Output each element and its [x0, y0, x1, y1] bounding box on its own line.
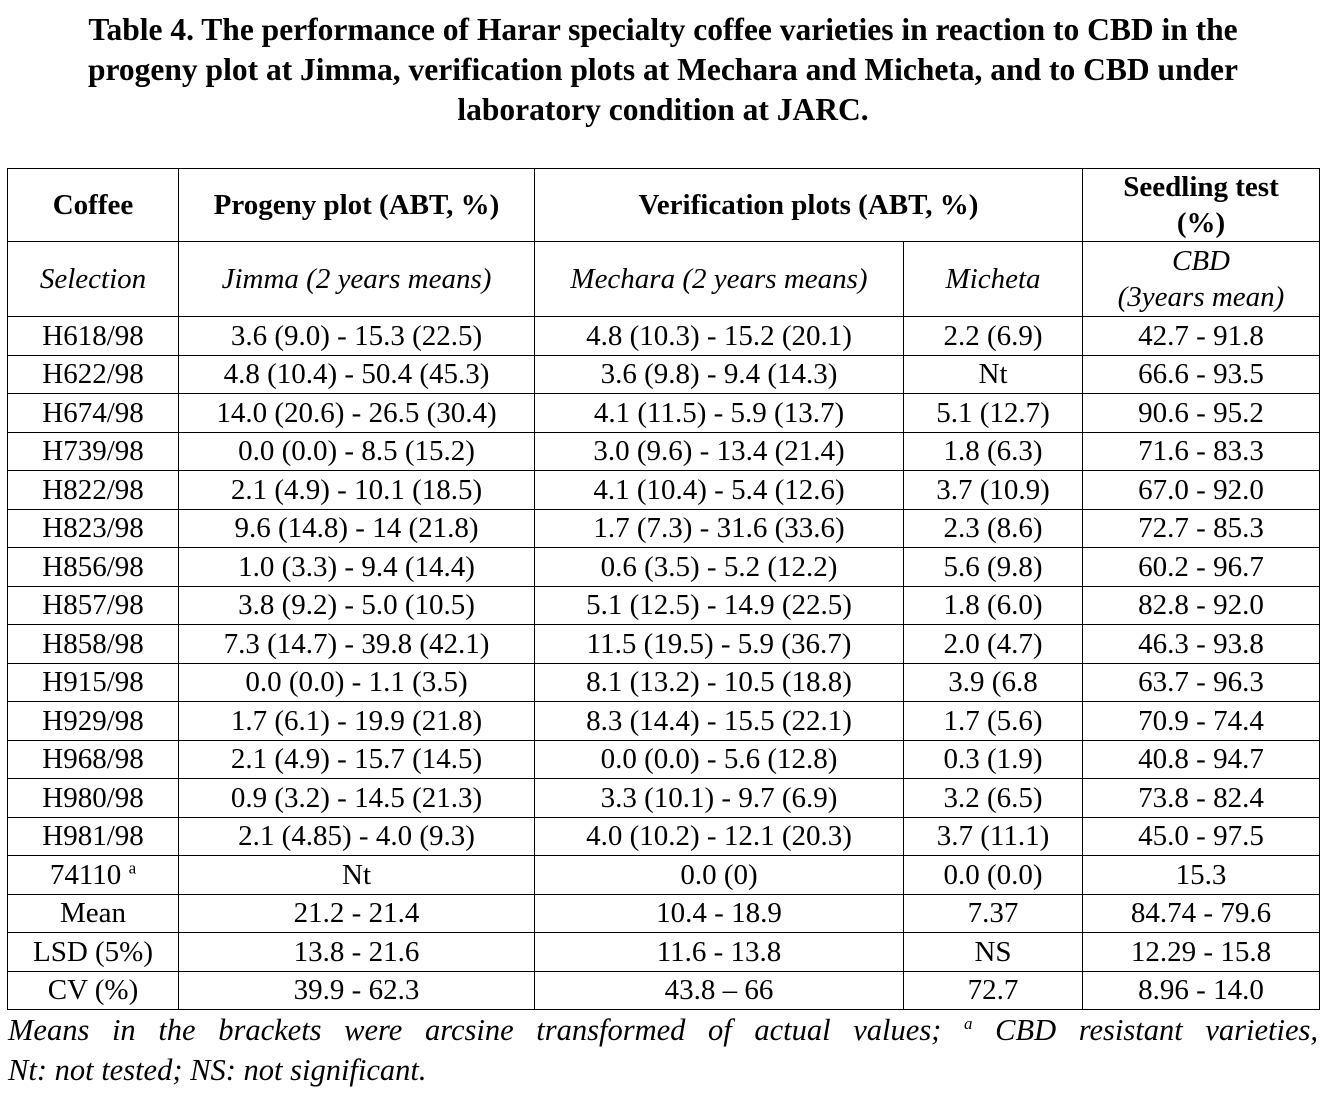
table-row — [8, 894, 1320, 933]
subheader-mechara: Mechara (2 years means) — [535, 242, 904, 317]
cell-mechara: 11.5 (19.5) - 5.9 (36.7) — [535, 625, 904, 664]
cell-cbd: 70.9 - 74.4 — [1083, 702, 1320, 741]
cell-selection — [8, 663, 179, 702]
cell-mechara: 5.1 (12.5) - 14.9 (22.5) — [535, 586, 904, 625]
cell-mechara: 43.8 – 66 — [535, 971, 904, 1010]
cell-micheta: 0.3 (1.9) — [904, 740, 1083, 779]
subheader-cbd-line1: CBD — [1172, 245, 1230, 277]
selection-label: H929/98 — [42, 704, 144, 737]
cell-cbd: 42.7 - 91.8 — [1083, 317, 1320, 356]
header-row-main — [8, 169, 1320, 242]
selection-superscript: a — [128, 858, 137, 878]
cell-jimma: 0.0 (0.0) - 1.1 (3.5) — [179, 663, 535, 702]
cell-selection — [8, 817, 179, 856]
cell-mechara: 0.0 (0.0) - 5.6 (12.8) — [535, 740, 904, 779]
cell-micheta: 7.37 — [904, 894, 1083, 933]
cell-selection — [8, 625, 179, 664]
cell-cbd: 12.29 - 15.8 — [1083, 933, 1320, 972]
cell-micheta: 3.2 (6.5) — [904, 779, 1083, 818]
selection-label: H968/98 — [42, 743, 144, 776]
selection-label: H823/98 — [42, 512, 144, 545]
cell-jimma: 2.1 (4.9) - 10.1 (18.5) — [179, 471, 535, 510]
cell-selection — [8, 471, 179, 510]
header-seedling-test-line2: (%) — [1176, 207, 1226, 239]
cell-selection — [8, 432, 179, 471]
cell-micheta: 0.0 (0.0) — [904, 856, 1083, 895]
footnote-line-2: Nt: not tested; NS: not significant. — [8, 1053, 427, 1087]
table-row — [8, 817, 1320, 856]
table-row — [8, 779, 1320, 818]
footnote-text-1: Means in the brackets were arcsine transformed of actual values; — [8, 1013, 964, 1047]
table-row — [8, 856, 1320, 895]
cell-mechara: 4.1 (10.4) - 5.4 (12.6) — [535, 471, 904, 510]
cell-selection — [8, 586, 179, 625]
cell-cbd: 63.7 - 96.3 — [1083, 663, 1320, 702]
footnote-line-1 — [8, 1010, 1318, 1050]
cell-micheta: NS — [904, 933, 1083, 972]
caption-line-1: Table 4. The performance of Harar specialty coffee varieties in reaction to CBD in the — [88, 12, 1238, 47]
cell-selection — [8, 394, 179, 433]
selection-label: H915/98 — [42, 666, 144, 699]
cell-cbd: 84.74 - 79.6 — [1083, 894, 1320, 933]
table-row — [8, 933, 1320, 972]
cell-jimma: 2.1 (4.9) - 15.7 (14.5) — [179, 740, 535, 779]
selection-label: H622/98 — [42, 358, 144, 391]
footnote-superscript: a — [963, 1013, 973, 1033]
cell-cbd: 66.6 - 93.5 — [1083, 355, 1320, 394]
cell-selection — [8, 933, 179, 972]
selection-label: H980/98 — [42, 781, 144, 814]
cell-micheta: 5.6 (9.8) — [904, 548, 1083, 587]
table-row — [8, 317, 1320, 356]
cell-micheta: 72.7 — [904, 971, 1083, 1010]
cell-mechara: 8.1 (13.2) - 10.5 (18.8) — [535, 663, 904, 702]
selection-label: H618/98 — [42, 319, 144, 352]
table-row — [8, 471, 1320, 510]
cell-mechara: 1.7 (7.3) - 31.6 (33.6) — [535, 509, 904, 548]
header-coffee: Coffee — [8, 169, 179, 242]
cell-mechara: 3.6 (9.8) - 9.4 (14.3) — [535, 355, 904, 394]
cell-mechara: 10.4 - 18.9 — [535, 894, 904, 933]
table-row — [8, 355, 1320, 394]
cell-mechara: 4.1 (11.5) - 5.9 (13.7) — [535, 394, 904, 433]
cell-jimma: 4.8 (10.4) - 50.4 (45.3) — [179, 355, 535, 394]
cell-cbd: 82.8 - 92.0 — [1083, 586, 1320, 625]
cell-micheta: 5.1 (12.7) — [904, 394, 1083, 433]
cell-micheta: 2.0 (4.7) — [904, 625, 1083, 664]
selection-label: 74110 — [49, 858, 129, 891]
cell-jimma: 13.8 - 21.6 — [179, 933, 535, 972]
cell-mechara: 0.0 (0) — [535, 856, 904, 895]
table-footnote — [8, 1010, 1318, 1090]
cell-mechara: 4.8 (10.3) - 15.2 (20.1) — [535, 317, 904, 356]
cell-micheta: 2.2 (6.9) — [904, 317, 1083, 356]
cell-selection — [8, 702, 179, 741]
cell-selection — [8, 355, 179, 394]
table-row — [8, 586, 1320, 625]
footnote-text-2: CBD resistant varieties, — [972, 1013, 1318, 1047]
cell-micheta: 3.9 (6.8 — [904, 663, 1083, 702]
cell-jimma: 1.0 (3.3) - 9.4 (14.4) — [179, 548, 535, 587]
cell-micheta: 3.7 (11.1) — [904, 817, 1083, 856]
caption-line-3: laboratory condition at JARC. — [457, 92, 869, 127]
cell-micheta: 2.3 (8.6) — [904, 509, 1083, 548]
selection-label: H981/98 — [42, 820, 144, 853]
header-row-sub — [8, 242, 1320, 317]
cell-cbd: 71.6 - 83.3 — [1083, 432, 1320, 471]
cell-jimma: 7.3 (14.7) - 39.8 (42.1) — [179, 625, 535, 664]
cell-cbd: 45.0 - 97.5 — [1083, 817, 1320, 856]
cell-jimma: 3.8 (9.2) - 5.0 (10.5) — [179, 586, 535, 625]
cell-cbd: 15.3 — [1083, 856, 1320, 895]
subheader-micheta: Micheta — [904, 242, 1083, 317]
cell-jimma: 1.7 (6.1) - 19.9 (21.8) — [179, 702, 535, 741]
cell-micheta: 1.7 (5.6) — [904, 702, 1083, 741]
selection-label: H856/98 — [42, 550, 144, 583]
cell-jimma: Nt — [179, 856, 535, 895]
cell-micheta: 1.8 (6.0) — [904, 586, 1083, 625]
cell-selection — [8, 894, 179, 933]
table-row — [8, 702, 1320, 741]
selection-label: H858/98 — [42, 627, 144, 660]
cell-cbd: 90.6 - 95.2 — [1083, 394, 1320, 433]
cell-cbd: 67.0 - 92.0 — [1083, 471, 1320, 510]
caption-line-2: progeny plot at Jimma, verification plots at Mechara and Micheta, and to CBD under — [88, 52, 1238, 87]
cell-mechara: 0.6 (3.5) - 5.2 (12.2) — [535, 548, 904, 587]
table-row — [8, 394, 1320, 433]
cell-micheta: 1.8 (6.3) — [904, 432, 1083, 471]
selection-label: Mean — [59, 897, 127, 930]
cell-cbd: 8.96 - 14.0 — [1083, 971, 1320, 1010]
cell-mechara: 11.6 - 13.8 — [535, 933, 904, 972]
table-row — [8, 740, 1320, 779]
subheader-cbd-line2: (3years mean) — [1117, 281, 1285, 313]
subheader-selection: Selection — [8, 242, 179, 317]
performance-table — [7, 168, 1320, 1010]
cell-jimma: 2.1 (4.85) - 4.0 (9.3) — [179, 817, 535, 856]
cell-mechara: 8.3 (14.4) - 15.5 (22.1) — [535, 702, 904, 741]
cell-cbd: 60.2 - 96.7 — [1083, 548, 1320, 587]
cell-selection — [8, 317, 179, 356]
cell-selection — [8, 971, 179, 1010]
cell-selection — [8, 856, 179, 895]
table-row — [8, 432, 1320, 471]
cell-selection — [8, 740, 179, 779]
cell-jimma: 14.0 (20.6) - 26.5 (30.4) — [179, 394, 535, 433]
subheader-cbd — [1083, 242, 1320, 317]
table-row — [8, 663, 1320, 702]
table-row — [8, 509, 1320, 548]
cell-jimma: 39.9 - 62.3 — [179, 971, 535, 1010]
subheader-jimma: Jimma (2 years means) — [179, 242, 535, 317]
cell-cbd: 72.7 - 85.3 — [1083, 509, 1320, 548]
header-verification-plots: Verification plots (ABT, %) — [535, 169, 1083, 242]
cell-mechara: 4.0 (10.2) - 12.1 (20.3) — [535, 817, 904, 856]
cell-micheta: Nt — [904, 355, 1083, 394]
table-row — [8, 971, 1320, 1010]
cell-selection — [8, 779, 179, 818]
cell-micheta: 3.7 (10.9) — [904, 471, 1083, 510]
selection-label: LSD (5%) — [32, 935, 153, 968]
selection-label: H739/98 — [42, 435, 144, 468]
cell-jimma: 0.9 (3.2) - 14.5 (21.3) — [179, 779, 535, 818]
cell-cbd: 46.3 - 93.8 — [1083, 625, 1320, 664]
selection-label: H674/98 — [42, 396, 144, 429]
table-row — [8, 548, 1320, 587]
table-row — [8, 625, 1320, 664]
table-caption — [0, 10, 1326, 130]
header-seedling-test — [1083, 169, 1320, 242]
cell-selection — [8, 548, 179, 587]
cell-jimma: 0.0 (0.0) - 8.5 (15.2) — [179, 432, 535, 471]
selection-label: H822/98 — [42, 473, 144, 506]
cell-mechara: 3.3 (10.1) - 9.7 (6.9) — [535, 779, 904, 818]
selection-label: H857/98 — [42, 589, 144, 622]
cell-mechara: 3.0 (9.6) - 13.4 (21.4) — [535, 432, 904, 471]
header-progeny-plot: Progeny plot (ABT, %) — [179, 169, 535, 242]
cell-jimma: 9.6 (14.8) - 14 (21.8) — [179, 509, 535, 548]
selection-label: CV (%) — [47, 974, 139, 1007]
cell-cbd: 73.8 - 82.4 — [1083, 779, 1320, 818]
header-seedling-test-line1: Seedling test — [1123, 171, 1279, 203]
cell-selection — [8, 509, 179, 548]
cell-cbd: 40.8 - 94.7 — [1083, 740, 1320, 779]
cell-jimma: 3.6 (9.0) - 15.3 (22.5) — [179, 317, 535, 356]
cell-jimma: 21.2 - 21.4 — [179, 894, 535, 933]
